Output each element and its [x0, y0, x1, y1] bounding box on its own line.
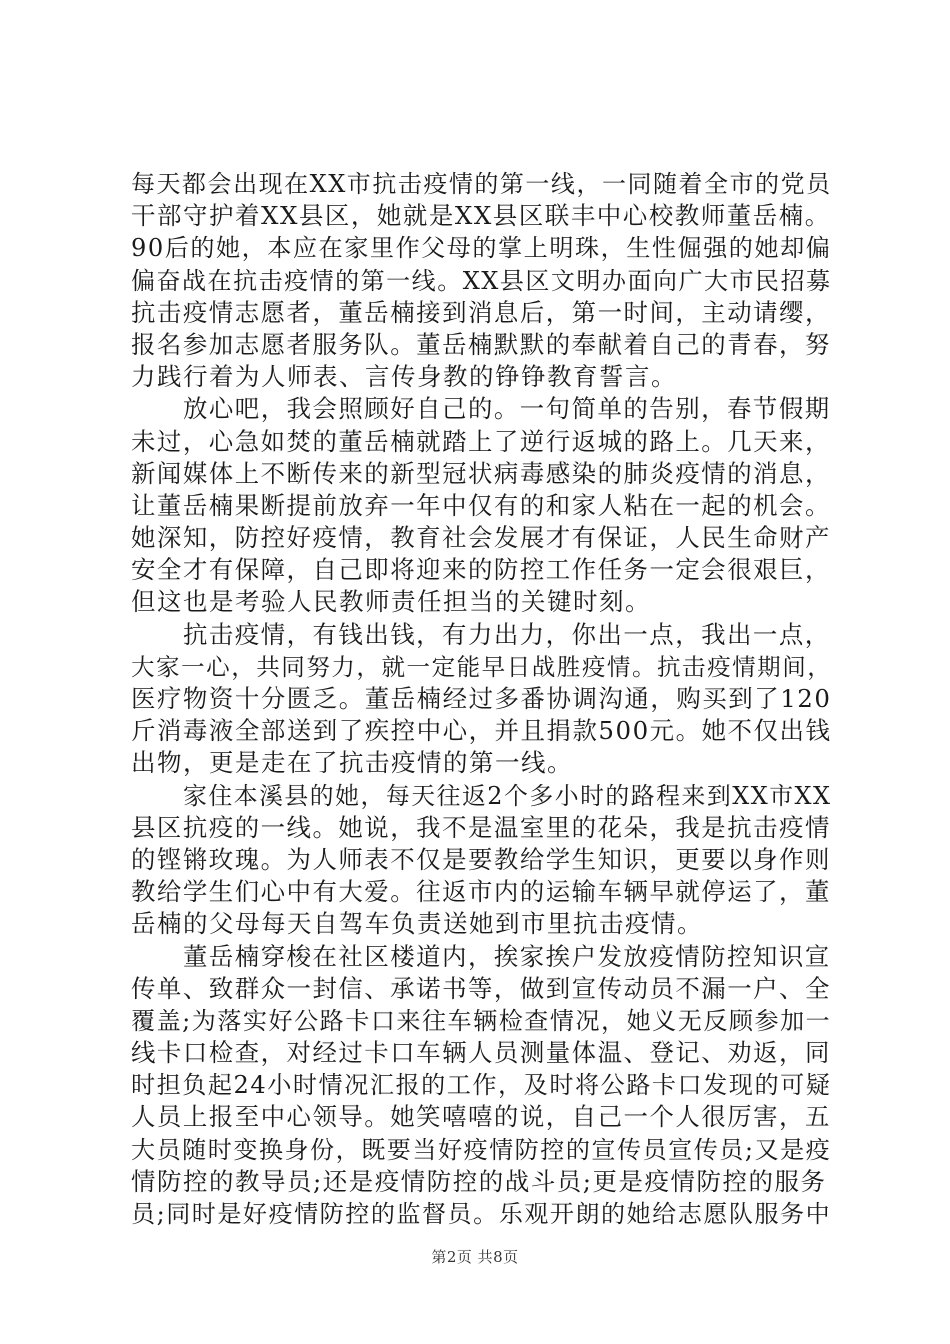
- text-line: 让董岳楠果断提前放弃一年中仅有的和家人粘在一起的机会。: [131, 490, 831, 520]
- text-line: 线卡口检查，对经过卡口车辆人员测量体温、登记、劝返，同: [131, 1038, 831, 1068]
- text-line: 县区抗疫的一线。她说，我不是温室里的花朵，我是抗击疫情: [131, 812, 831, 842]
- page-footer: 第2页 共8页: [431, 1248, 519, 1266]
- text-line: 安全才有保障，自己即将迎来的防控工作任务一定会很艰巨，: [131, 555, 831, 585]
- text-line: 但这也是考验人民教师责任担当的关键时刻。: [131, 587, 651, 617]
- text-line: 的铿锵玫瑰。为人师表不仅是要教给学生知识，更要以身作则: [131, 844, 831, 874]
- text-line: 每天都会出现在XX市抗击疫情的第一线，一同随着全市的党员: [131, 170, 832, 198]
- text-line: 医疗物资十分匮乏。董岳楠经过多番协调沟通，购买到了120: [131, 684, 832, 713]
- text-line: 教给学生们心中有大爱。往返市内的运输车辆早就停运了，董: [131, 877, 831, 907]
- text-line: 新闻媒体上不断传来的新型冠状病毒感染的肺炎疫情的消息，: [131, 458, 831, 488]
- text-line: 未过，心急如焚的董岳楠就踏上了逆行返城的路上。几天来，: [131, 426, 831, 456]
- text-line: 斤消毒液全部送到了疾控中心，并且捐款500元。她不仅出钱: [131, 716, 832, 746]
- text-line: 干部守护着XX县区，她就是XX县区联丰中心校教师董岳楠。: [131, 201, 831, 231]
- text-line: 大家一心，共同努力，就一定能早日战胜疫情。抗击疫情期间，: [131, 652, 833, 681]
- text-line: 她深知，防控好疫情，教育社会发展才有保证，人民生命财产: [131, 523, 831, 553]
- text-line: 员;同时是好疫情防控的监督员。乐观开朗的她给志愿队服务中: [131, 1200, 832, 1228]
- text-line: 偏奋战在抗击疫情的第一线。XX县区文明办面向广大市民招募: [131, 266, 832, 295]
- text-line: 情防控的教导员;还是疫情防控的战斗员;更是疫情防控的服务: [131, 1166, 827, 1196]
- text-line: 90后的她，本应在家里作父母的掌上明珠，生性倔强的她却偏: [131, 234, 832, 263]
- text-line: 时担负起24小时情况汇报的工作，及时将公路卡口发现的可疑: [131, 1071, 832, 1100]
- text-line: 抗击疫情志愿者，董岳楠接到消息后，第一时间，主动请缨，: [131, 297, 831, 327]
- text-line: 人员上报至中心领导。她笑嘻嘻的说，自己一个人很厉害，五: [131, 1102, 831, 1132]
- paragraph-start-line: 放心吧，我会照顾好自己的。一句简单的告别，春节假期: [183, 394, 831, 424]
- text-line: 覆盖;为落实好公路卡口来往车辆检查情况，她义无反顾参加一: [131, 1006, 832, 1035]
- article-body: [131, 168, 831, 1230]
- text-line: 岳楠的父母每天自驾车负责送她到市里抗击疫情。: [131, 909, 703, 939]
- paragraph-start-line: 董岳楠穿梭在社区楼道内，挨家挨户发放疫情防控知识宣: [183, 941, 831, 971]
- paragraph-start-line: 抗击疫情，有钱出钱，有力出力，你出一点，我出一点，: [183, 619, 831, 649]
- text-line: 传单、致群众一封信、承诺书等，做到宣传动员不漏一户、全: [131, 973, 831, 1003]
- text-line: 出物，更是走在了抗击疫情的第一线。: [131, 748, 573, 778]
- text-line: 报名参加志愿者服务队。董岳楠默默的奉献着自己的青春，努: [131, 329, 831, 359]
- text-line: 力践行着为人师表、言传身教的铮铮教育誓言。: [131, 362, 677, 392]
- paragraph-start-line: 家住本溪县的她，每天往返2个多小时的路程来到XX市XX: [183, 781, 832, 810]
- text-line: 大员随时变换身份，既要当好疫情防控的宣传员宣传员;又是疫: [131, 1135, 832, 1164]
